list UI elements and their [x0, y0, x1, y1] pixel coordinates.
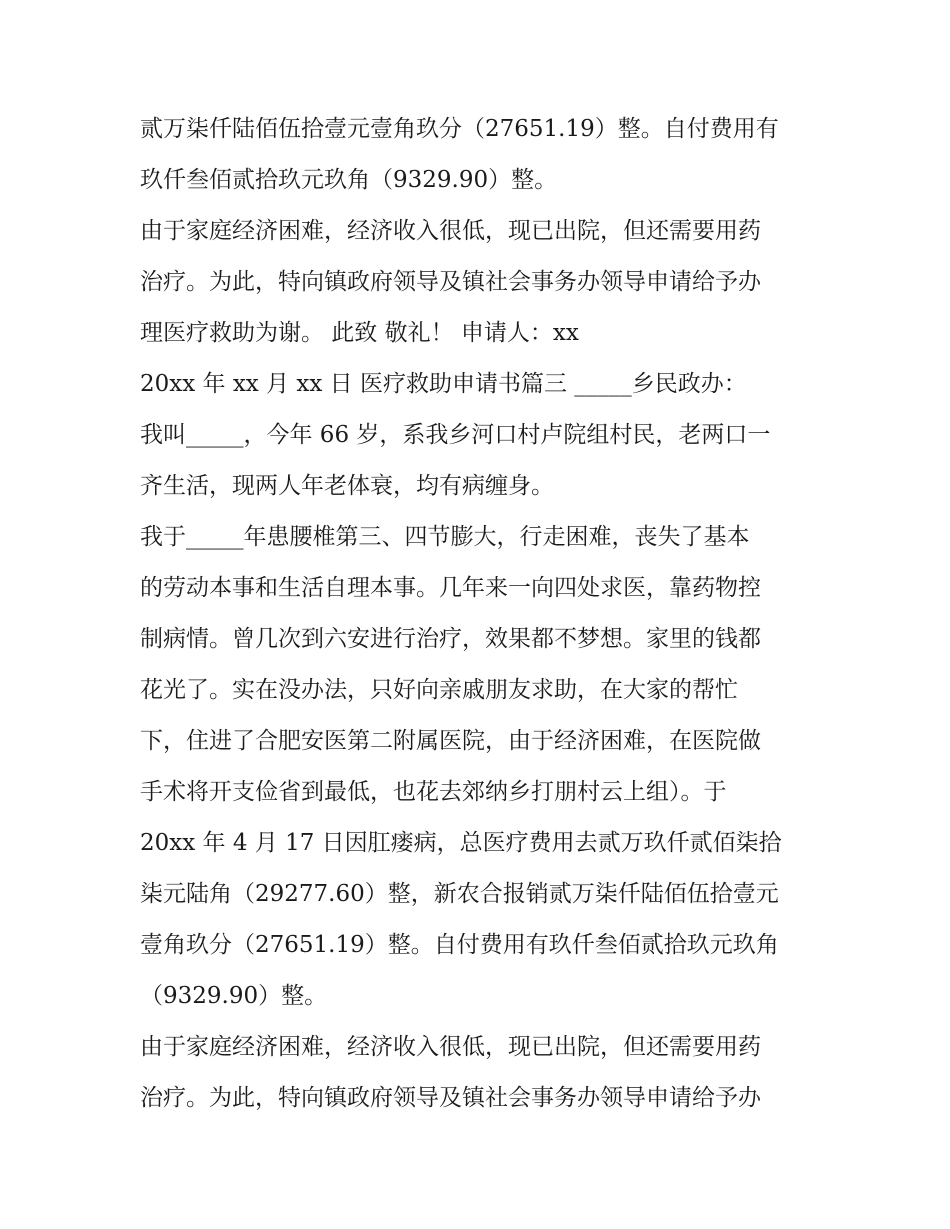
text-line: 玖仟叁佰贰拾玖元玖角（9329.90）整。 — [140, 167, 558, 193]
text-line: 20xx 年 xx 月 xx 日 医疗救助申请书篇三 _____乡民政办： — [140, 371, 747, 397]
text-line: 的劳动本事和生活自理本事。几年来一向四处求医，靠药物控 — [140, 575, 761, 601]
text-line: 壹角玖分（27651.19）整。自付费用有玖仟叁佰贰拾玖元玖角 — [140, 932, 779, 958]
text-line: 我于_____年患腰椎第三、四节膨大，行走困难，丧失了基本 — [140, 524, 750, 550]
text-line: 我叫_____，今年 66 岁，系我乡河口村卢院组村民，老两口一 — [140, 422, 771, 448]
text-line: 下，住进了合肥安医第二附属医院，由于经济困难，在医院做 — [140, 728, 761, 754]
document-body — [140, 104, 820, 1124]
text-line: 20xx 年 4 月 17 日因肛瘘病，总医疗费用去贰万玖仟贰佰柒拾 — [140, 830, 782, 856]
text-line: （9329.90）整。 — [140, 983, 328, 1009]
text-line: 由于家庭经济困难，经济收入很低，现已出院，但还需要用药 — [140, 218, 761, 244]
text-line: 制病情。曾几次到六安进行治疗，效果都不梦想。家里的钱都 — [140, 626, 761, 652]
text-line: 贰万柒仟陆佰伍拾壹元壹角玖分（27651.19）整。自付费用有 — [140, 116, 779, 142]
text-line: 理医疗救助为谢。 此致 敬礼！ 申请人：xx — [140, 320, 579, 346]
text-line: 手术将开支俭省到最低，也花去郊纳乡打朋村云上组）。于 — [140, 779, 727, 805]
text-line: 齐生活，现两人年老体衰，均有病缠身。 — [140, 473, 554, 499]
text-line: 治疗。为此，特向镇政府领导及镇社会事务办领导申请给予办 — [140, 269, 761, 295]
text-line: 治疗。为此，特向镇政府领导及镇社会事务办领导申请给予办 — [140, 1085, 761, 1111]
text-line: 由于家庭经济困难，经济收入很低，现已出院，但还需要用药 — [140, 1034, 761, 1060]
text-line: 花光了。实在没办法，只好向亲戚朋友求助，在大家的帮忙 — [140, 677, 738, 703]
text-line: 柒元陆角（29277.60）整，新农合报销贰万柒仟陆佰伍拾壹元 — [140, 881, 779, 907]
